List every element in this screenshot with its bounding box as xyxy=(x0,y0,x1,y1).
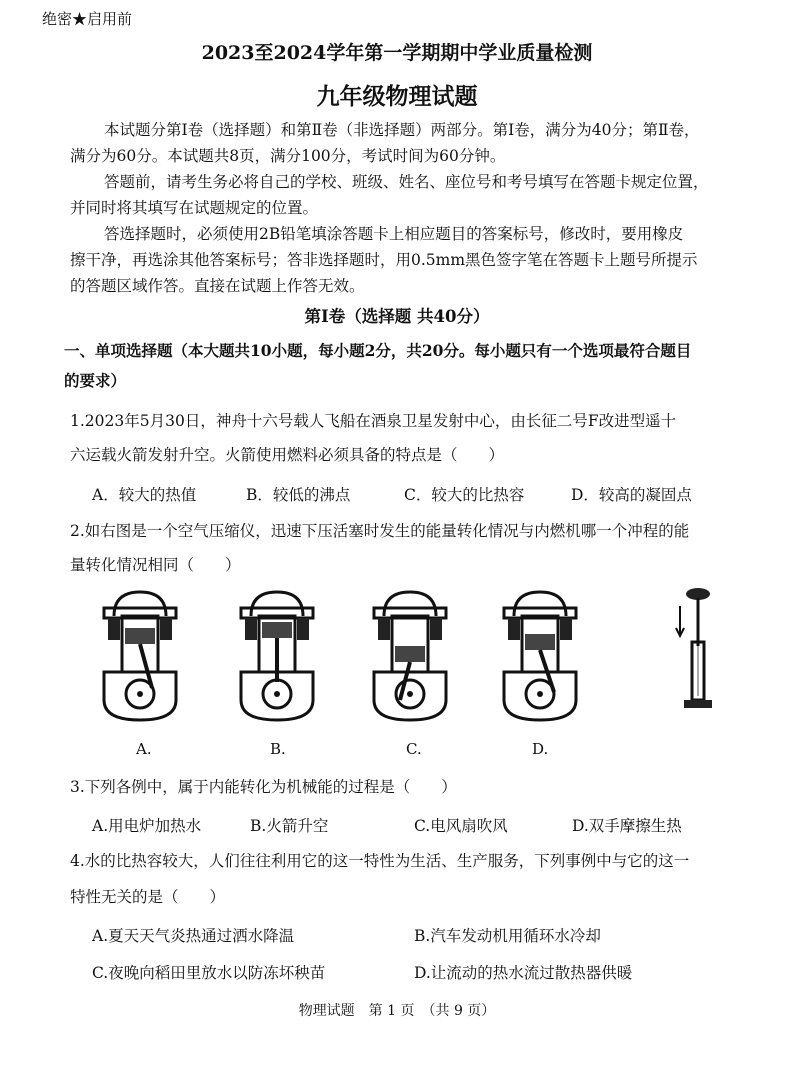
q4-option-d: D.让流动的热水流过散热器供暖 xyxy=(414,964,633,982)
instruction-line: 本试题分第Ⅰ卷（选择题）和第Ⅱ卷（非选择题）两部分。第Ⅰ卷，满分为40分；第Ⅱ卷， xyxy=(104,121,700,139)
instruction-line: 并同时将其填写在试题规定的位置。 xyxy=(70,199,319,217)
q4-option-c: C.夜晚向稻田里放水以防冻坏秧苗 xyxy=(92,964,326,982)
q1-option-a: A．较大的热值 xyxy=(92,486,197,504)
instruction-line: 答题前，请考生务必将自己的学校、班级、姓名、座位号和考号填写在答题卡规定位置， xyxy=(104,173,709,191)
exam-name: 2023至2024学年第一学期期中学业质量检测 xyxy=(201,42,593,64)
q3-option-a: A.用电炉加热水 xyxy=(92,817,202,835)
question-3: 3.下列各例中，属于内能转化为机械能的过程是（ ） xyxy=(70,778,457,796)
question-4: 4.水的比热容较大，人们往往利用它的这一特性为生活、生产服务，下列事例中与它的这一 xyxy=(70,852,690,870)
section-heading: 的要求） xyxy=(64,371,127,390)
air-compressor-figure xyxy=(668,586,724,716)
q3-option-d: D.双手摩擦生热 xyxy=(572,817,682,835)
q3-option-b: B.火箭升空 xyxy=(250,817,329,835)
instruction-line: 满分为60分。本试题共8页，满分100分，考试时间为60分钟。 xyxy=(70,147,506,165)
q3-option-c: C.电风扇吹风 xyxy=(414,817,508,835)
instruction-line: 的答题区域作答。直接在试题上作答无效。 xyxy=(70,277,365,295)
q1-option-c: C．较大的比热容 xyxy=(404,486,525,504)
engine-label-a: A. xyxy=(136,740,152,758)
instruction-line: 答选择题时，必须使用2B铅笔填涂答题卡上相应题目的答案标号，修改时，要用橡皮 xyxy=(104,225,684,243)
question-1: 1.2023年5月30日，神舟十六号载人飞船在酒泉卫星发射中心，由长征二号F改进型遥十 xyxy=(70,412,677,430)
section-heading: 一、单项选择题（本大题共10小题，每小题2分，共20分。每小题只有一个选项最符合题目 xyxy=(64,341,692,360)
engine-stroke-d-figure xyxy=(500,588,580,723)
engine-stroke-a-figure xyxy=(100,588,180,723)
question-1: 六运载火箭发射升空。火箭使用燃料必须具备的特点是（ ） xyxy=(70,446,505,464)
page-footer: 物理试题 第 1 页 （共 9 页） xyxy=(298,1003,496,1019)
confidential-mark: 绝密★启用前 xyxy=(42,10,133,28)
q1-option-d: D．较高的凝固点 xyxy=(571,486,692,504)
q1-option-b: B．较低的沸点 xyxy=(246,486,351,504)
section-title: 第Ⅰ卷（选择题 共40分） xyxy=(304,307,490,326)
engine-label-c: C. xyxy=(406,740,422,758)
q4-option-b: B.汽车发动机用循环水冷却 xyxy=(414,927,601,945)
engine-label-d: D. xyxy=(532,740,549,758)
instruction-line: 擦干净，再选涂其他答案标号；答非选择题时，用0.5mm黑色签字笔在答题卡上题号所提示 xyxy=(70,251,698,269)
engine-stroke-c-figure xyxy=(370,588,450,723)
question-2: 2.如右图是一个空气压缩仪，迅速下压活塞时发生的能量转化情况与内燃机哪一个冲程的能 xyxy=(70,522,690,540)
engine-stroke-b-figure xyxy=(237,588,317,723)
engine-label-b: B. xyxy=(270,740,286,758)
page-title: 九年级物理试题 xyxy=(316,83,478,110)
q4-option-a: A.夏天天气炎热通过洒水降温 xyxy=(92,927,295,945)
question-2: 量转化情况相同（ ） xyxy=(70,556,241,574)
question-4: 特性无关的是（ ） xyxy=(70,888,226,906)
